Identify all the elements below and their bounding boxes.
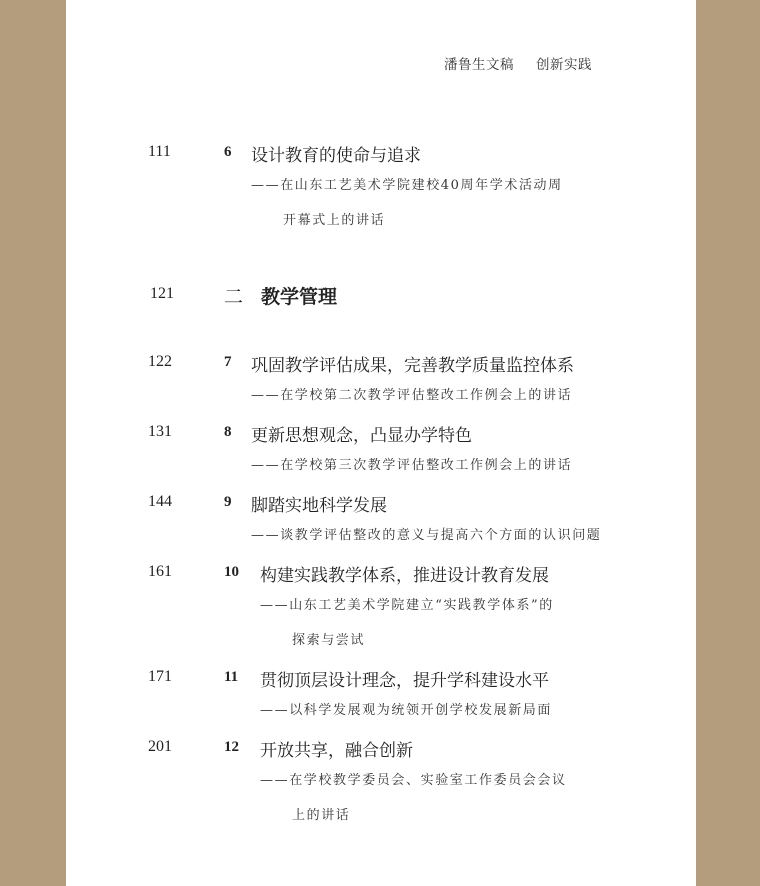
entry-subtitle: ——在学校第三次教学评估整改工作例会上的讲话 <box>251 458 573 473</box>
section-page-number: 121 <box>150 285 174 302</box>
section-title <box>224 282 337 309</box>
section-numeral: 二 <box>224 286 244 308</box>
running-header <box>444 53 592 73</box>
entry-number: 7 <box>224 354 232 370</box>
entry-subtitle: ——谈教学评估整改的意义与提高六个方面的认识问题 <box>251 528 602 543</box>
entry-subtitle-cont: 开幕式上的讲话 <box>283 213 386 228</box>
book-page <box>66 0 696 886</box>
entry-number: 12 <box>224 739 239 755</box>
header-author: 潘鲁生文稿 <box>444 57 514 73</box>
entry-page-number: 161 <box>148 563 172 580</box>
entry-title: 脚踏实地科学发展 <box>251 496 387 516</box>
entry-subtitle: ——在学校教学委员会、实验室工作委员会会议 <box>260 773 567 788</box>
entry-page-number: 144 <box>148 493 172 510</box>
entry-number: 9 <box>224 494 232 510</box>
entry-title: 开放共享，融合创新 <box>260 741 413 761</box>
entry-number: 11 <box>224 669 239 685</box>
entry-subtitle-cont: 上的讲话 <box>292 808 351 823</box>
entry-subtitle: ——在学校第二次教学评估整改工作例会上的讲话 <box>251 388 573 403</box>
entry-subtitle: ——山东工艺美术学院建立“实践教学体系”的 <box>260 598 554 613</box>
entry-title: 更新思想观念，凸显办学特色 <box>251 426 472 446</box>
entry-title: 设计教育的使命与追求 <box>251 146 421 166</box>
entry-page-number: 201 <box>148 738 172 755</box>
entry-subtitle: ——在山东工艺美术学院建校40周年学术活动周 <box>251 178 563 193</box>
entry-title: 贯彻顶层设计理念，提升学科建设水平 <box>260 671 549 691</box>
entry-number: 10 <box>224 564 239 580</box>
entry-subtitle: ——以科学发展观为统领开创学校发展新局面 <box>260 703 553 718</box>
entry-title: 构建实践教学体系，推进设计教育发展 <box>260 566 549 586</box>
header-series: 创新实践 <box>536 57 592 73</box>
entry-number: 6 <box>224 144 232 160</box>
entry-page-number: 122 <box>148 353 172 370</box>
entry-title: 巩固教学评估成果，完善教学质量监控体系 <box>251 356 574 376</box>
entry-page-number: 171 <box>148 668 172 685</box>
entry-number: 8 <box>224 424 232 440</box>
entry-page-number: 131 <box>148 423 172 440</box>
section-name: 教学管理 <box>261 286 338 308</box>
entry-page-number: 111 <box>148 143 171 160</box>
entry-subtitle-cont: 探索与尝试 <box>292 633 366 648</box>
